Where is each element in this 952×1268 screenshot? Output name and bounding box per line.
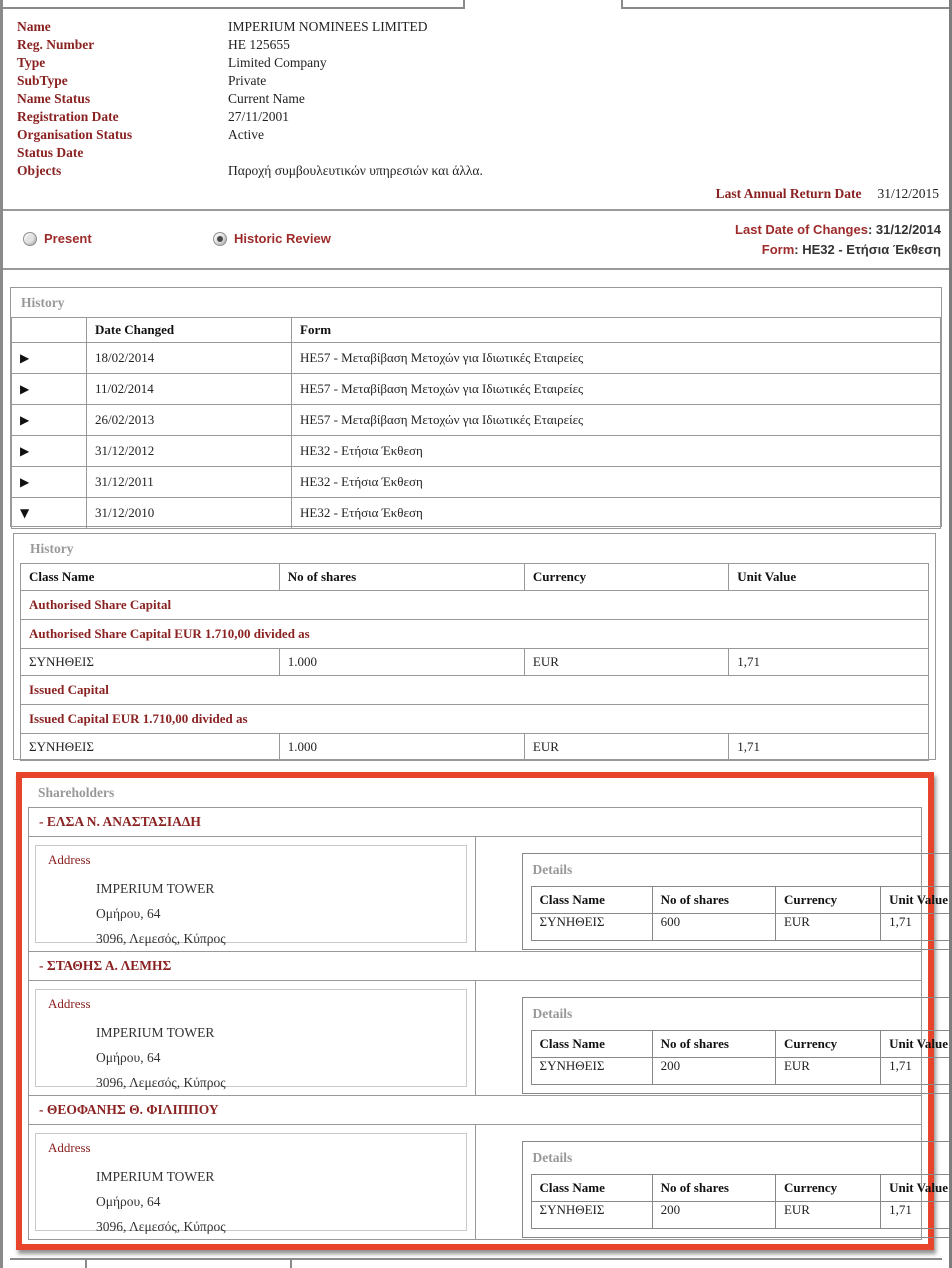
table-column-border bbox=[85, 1260, 87, 1268]
table-row bbox=[12, 405, 941, 436]
table-row bbox=[12, 343, 941, 374]
details-header-currency: Currency bbox=[775, 1175, 880, 1202]
expand-arrow-icon[interactable]: ▶ bbox=[20, 475, 30, 489]
class-name-cell: ΣΥΝΗΘΕΙΣ bbox=[21, 649, 280, 676]
address-line: IMPERIUM TOWER bbox=[96, 1169, 215, 1184]
currency-cell: EUR bbox=[775, 1058, 880, 1085]
table-row bbox=[21, 734, 929, 761]
address-line: Ομήρου, 64 bbox=[96, 1194, 161, 1209]
field-value: Current Name bbox=[228, 91, 305, 106]
field-value: Limited Company bbox=[228, 55, 327, 70]
field-row bbox=[17, 18, 939, 36]
field-row bbox=[17, 108, 939, 126]
expand-row-button[interactable] bbox=[12, 436, 87, 467]
capital-header-class: Class Name bbox=[21, 564, 280, 591]
address-line: 3096, Λεμεσός, Κύπρος bbox=[96, 1219, 226, 1234]
details-header-shares: No of shares bbox=[652, 1175, 775, 1202]
last-annual-return-value: 31/12/2015 bbox=[877, 186, 939, 201]
expand-arrow-icon[interactable]: ▶ bbox=[20, 382, 30, 396]
details-fieldset bbox=[522, 853, 952, 950]
details-data-row bbox=[531, 914, 952, 941]
historic-review-radio-label: Historic Review bbox=[234, 231, 331, 246]
separator: : bbox=[794, 242, 803, 257]
details-table bbox=[531, 886, 952, 941]
shareholder-name-row bbox=[29, 952, 922, 981]
table-row-expanded bbox=[12, 498, 941, 529]
history-header-date: Date Changed bbox=[87, 318, 292, 343]
field-row bbox=[17, 126, 939, 144]
history-header-form: Form bbox=[292, 318, 941, 343]
class-name-cell: ΣΥΝΗΘΕΙΣ bbox=[531, 1058, 652, 1085]
date-changed-cell: 18/02/2014 bbox=[87, 343, 292, 374]
expand-row-button[interactable] bbox=[12, 374, 87, 405]
address-fieldset bbox=[35, 845, 467, 946]
details-header-class: Class Name bbox=[531, 1175, 652, 1202]
field-label: SubType bbox=[17, 73, 68, 88]
shareholder-content-row bbox=[29, 981, 922, 1096]
expand-arrow-icon[interactable]: ▶ bbox=[20, 351, 30, 365]
next-table-partial bbox=[10, 1258, 942, 1268]
table-row bbox=[12, 374, 941, 405]
clipped-panel-right bbox=[621, 0, 949, 9]
expand-arrow-icon[interactable]: ▶ bbox=[20, 413, 30, 427]
last-date-of-changes-value: 31/12/2014 bbox=[875, 222, 941, 237]
expand-row-button[interactable] bbox=[12, 405, 87, 436]
section-title: Issued Capital bbox=[21, 676, 929, 705]
details-header-row bbox=[531, 887, 952, 914]
details-fieldset bbox=[522, 997, 952, 1094]
field-row bbox=[17, 90, 939, 108]
section-row bbox=[21, 591, 929, 620]
collapse-arrow-icon[interactable]: ▼ bbox=[20, 506, 30, 520]
last-annual-return-label: Last Annual Return Date bbox=[715, 186, 862, 201]
field-row bbox=[17, 162, 939, 180]
shareholders-fieldset-highlighted bbox=[16, 772, 948, 1250]
expand-arrow-icon[interactable]: ▶ bbox=[20, 444, 30, 458]
form-label: Form bbox=[761, 242, 795, 257]
details-header-shares: No of shares bbox=[652, 887, 775, 914]
shareholder-content-row bbox=[29, 837, 922, 952]
currency-cell: EUR bbox=[524, 734, 728, 761]
details-legend: Details bbox=[532, 862, 573, 877]
shares-cell: 600 bbox=[652, 914, 775, 941]
form-cell: HE57 - Μεταβίβαση Μετοχών για Ιδιωτικές Εταιρείες bbox=[292, 343, 941, 374]
form-cell: HE32 - Ετήσια Έκθεση bbox=[292, 498, 941, 529]
section-row bbox=[21, 676, 929, 705]
field-value: Active bbox=[228, 127, 264, 142]
address-cell bbox=[29, 981, 476, 1096]
unit-value-cell: 1,71 bbox=[881, 1202, 952, 1229]
details-data-row bbox=[531, 1202, 952, 1229]
form-cell: HE57 - Μεταβίβαση Μετοχών για Ιδιωτικές Εταιρείες bbox=[292, 405, 941, 436]
address-legend: Address bbox=[48, 996, 91, 1011]
details-header-currency: Currency bbox=[775, 1031, 880, 1058]
field-value: HE 125655 bbox=[228, 37, 290, 52]
details-table bbox=[531, 1030, 952, 1085]
field-value: Private bbox=[228, 73, 267, 88]
details-header-class: Class Name bbox=[531, 1031, 652, 1058]
field-label: Type bbox=[17, 55, 46, 70]
table-row bbox=[12, 436, 941, 467]
separator: : bbox=[867, 222, 876, 237]
section-title: Authorised Share Capital bbox=[21, 591, 929, 620]
history-fieldset bbox=[10, 287, 942, 527]
date-changed-cell: 31/12/2010 bbox=[87, 498, 292, 529]
details-cell bbox=[475, 981, 948, 1096]
details-header-unit: Unit Value bbox=[881, 1175, 952, 1202]
field-row bbox=[17, 54, 939, 72]
unit-value-cell: 1,71 bbox=[881, 1058, 952, 1085]
address-line: Ομήρου, 64 bbox=[96, 906, 161, 921]
field-label: Name bbox=[17, 19, 51, 34]
clipped-panel-left bbox=[3, 0, 465, 9]
section-row bbox=[21, 620, 929, 649]
table-row bbox=[12, 467, 941, 498]
shares-cell: 200 bbox=[652, 1058, 775, 1085]
form-cell: HE32 - Ετήσια Έκθεση bbox=[292, 467, 941, 498]
shareholder-name: - ΕΛΣΑ Ν. ΑΝΑΣΤΑΣΙΑΔΗ bbox=[29, 808, 922, 837]
class-name-cell: ΣΥΝΗΘΕΙΣ bbox=[531, 1202, 652, 1229]
capital-header-unit: Unit Value bbox=[729, 564, 929, 591]
details-header-row bbox=[531, 1031, 952, 1058]
address-line: Ομήρου, 64 bbox=[96, 1050, 161, 1065]
field-label: Name Status bbox=[17, 91, 91, 106]
details-header-class: Class Name bbox=[531, 887, 652, 914]
capital-history-fieldset bbox=[13, 533, 936, 760]
field-label: Organisation Status bbox=[17, 127, 133, 142]
collapse-row-button[interactable] bbox=[12, 498, 87, 529]
details-cell bbox=[475, 837, 948, 952]
field-value: Παροχή συμβουλευτικών υπηρεσιών και άλλα. bbox=[228, 163, 483, 178]
class-name-cell: ΣΥΝΗΘΕΙΣ bbox=[21, 734, 280, 761]
address-cell bbox=[29, 1125, 476, 1240]
details-table bbox=[531, 1174, 952, 1229]
field-row bbox=[17, 36, 939, 54]
shareholder-name: - ΣΤΑΘΗΣ Α. ΛΕΜΗΣ bbox=[29, 952, 922, 981]
unit-value-cell: 1,71 bbox=[729, 649, 929, 676]
field-label: Objects bbox=[17, 163, 62, 178]
changes-info bbox=[735, 220, 941, 260]
details-data-row bbox=[531, 1058, 952, 1085]
address-cell bbox=[29, 837, 476, 952]
details-header-row bbox=[531, 1175, 952, 1202]
field-value: IMPERIUM NOMINEES LIMITED bbox=[228, 19, 428, 34]
details-legend: Details bbox=[532, 1006, 573, 1021]
form-value: HE32 - Ετήσια Έκθεση bbox=[802, 242, 941, 257]
history-header-row bbox=[12, 318, 941, 343]
capital-header-currency: Currency bbox=[524, 564, 728, 591]
history-legend: History bbox=[21, 295, 65, 310]
class-name-cell: ΣΥΝΗΘΕΙΣ bbox=[531, 914, 652, 941]
unit-value-cell: 1,71 bbox=[881, 914, 952, 941]
date-changed-cell: 31/12/2011 bbox=[87, 467, 292, 498]
address-fieldset bbox=[35, 1133, 467, 1234]
address-line: 3096, Λεμεσός, Κύπρος bbox=[96, 1075, 226, 1090]
shares-cell: 1.000 bbox=[279, 649, 524, 676]
field-label: Registration Date bbox=[17, 109, 119, 124]
shareholder-content-row bbox=[29, 1125, 922, 1240]
divider bbox=[3, 268, 949, 270]
shareholder-name: - ΘΕΟΦΑΝΗΣ Θ. ΦΙΛΙΠΠΟΥ bbox=[29, 1096, 922, 1125]
date-changed-cell: 11/02/2014 bbox=[87, 374, 292, 405]
table-row bbox=[21, 649, 929, 676]
details-legend: Details bbox=[532, 1150, 573, 1165]
details-header-shares: No of shares bbox=[652, 1031, 775, 1058]
field-row bbox=[17, 144, 939, 162]
field-label: Reg. Number bbox=[17, 37, 95, 52]
date-changed-cell: 26/02/2013 bbox=[87, 405, 292, 436]
radio-selected-icon[interactable] bbox=[213, 232, 227, 246]
currency-cell: EUR bbox=[524, 649, 728, 676]
details-header-unit: Unit Value bbox=[881, 887, 952, 914]
shareholder-name-row bbox=[29, 808, 922, 837]
form-cell: HE57 - Μεταβίβαση Μετοχών για Ιδιωτικές Εταιρείες bbox=[292, 374, 941, 405]
shares-cell: 1.000 bbox=[279, 734, 524, 761]
details-header-currency: Currency bbox=[775, 887, 880, 914]
currency-cell: EUR bbox=[775, 1202, 880, 1229]
expand-row-button[interactable] bbox=[12, 467, 87, 498]
capital-history-legend: History bbox=[30, 541, 74, 556]
capital-header-row bbox=[21, 564, 929, 591]
unit-value-cell: 1,71 bbox=[729, 734, 929, 761]
present-radio[interactable] bbox=[23, 231, 92, 246]
date-changed-cell: 31/12/2012 bbox=[87, 436, 292, 467]
shares-cell: 200 bbox=[652, 1202, 775, 1229]
field-value: 27/11/2001 bbox=[228, 109, 290, 124]
field-label: Status Date bbox=[17, 145, 84, 160]
capital-table bbox=[20, 563, 929, 761]
company-details bbox=[17, 18, 939, 180]
section-row bbox=[21, 705, 929, 734]
address-line: IMPERIUM TOWER bbox=[96, 1025, 215, 1040]
history-table bbox=[11, 317, 941, 529]
details-cell bbox=[475, 1125, 948, 1240]
shareholders-table bbox=[28, 807, 948, 1240]
form-cell: HE32 - Ετήσια Έκθεση bbox=[292, 436, 941, 467]
section-title: Issued Capital EUR 1.710,00 divided as bbox=[21, 705, 929, 734]
last-annual-return bbox=[716, 186, 939, 202]
address-legend: Address bbox=[48, 852, 91, 867]
last-date-of-changes-line bbox=[735, 220, 941, 240]
present-radio-label: Present bbox=[44, 231, 92, 246]
section-title: Authorised Share Capital EUR 1.710,00 divided as bbox=[21, 620, 929, 649]
details-fieldset bbox=[522, 1141, 952, 1238]
details-header-unit: Unit Value bbox=[881, 1031, 952, 1058]
address-fieldset bbox=[35, 989, 467, 1090]
form-line bbox=[735, 240, 941, 260]
address-legend: Address bbox=[48, 1140, 91, 1155]
address-line: IMPERIUM TOWER bbox=[96, 881, 215, 896]
historic-review-radio[interactable] bbox=[213, 231, 331, 246]
capital-header-shares: No of shares bbox=[279, 564, 524, 591]
address-line: 3096, Λεμεσός, Κύπρος bbox=[96, 931, 226, 946]
currency-cell: EUR bbox=[775, 914, 880, 941]
shareholder-name-row bbox=[29, 1096, 922, 1125]
field-row bbox=[17, 72, 939, 90]
radio-unselected-icon[interactable] bbox=[23, 232, 37, 246]
shareholders-legend: Shareholders bbox=[38, 785, 115, 800]
last-date-of-changes-label: Last Date of Changes bbox=[735, 222, 868, 237]
table-column-border bbox=[290, 1260, 292, 1268]
expand-row-button[interactable] bbox=[12, 343, 87, 374]
history-header-icon bbox=[12, 318, 87, 343]
divider bbox=[3, 209, 949, 211]
